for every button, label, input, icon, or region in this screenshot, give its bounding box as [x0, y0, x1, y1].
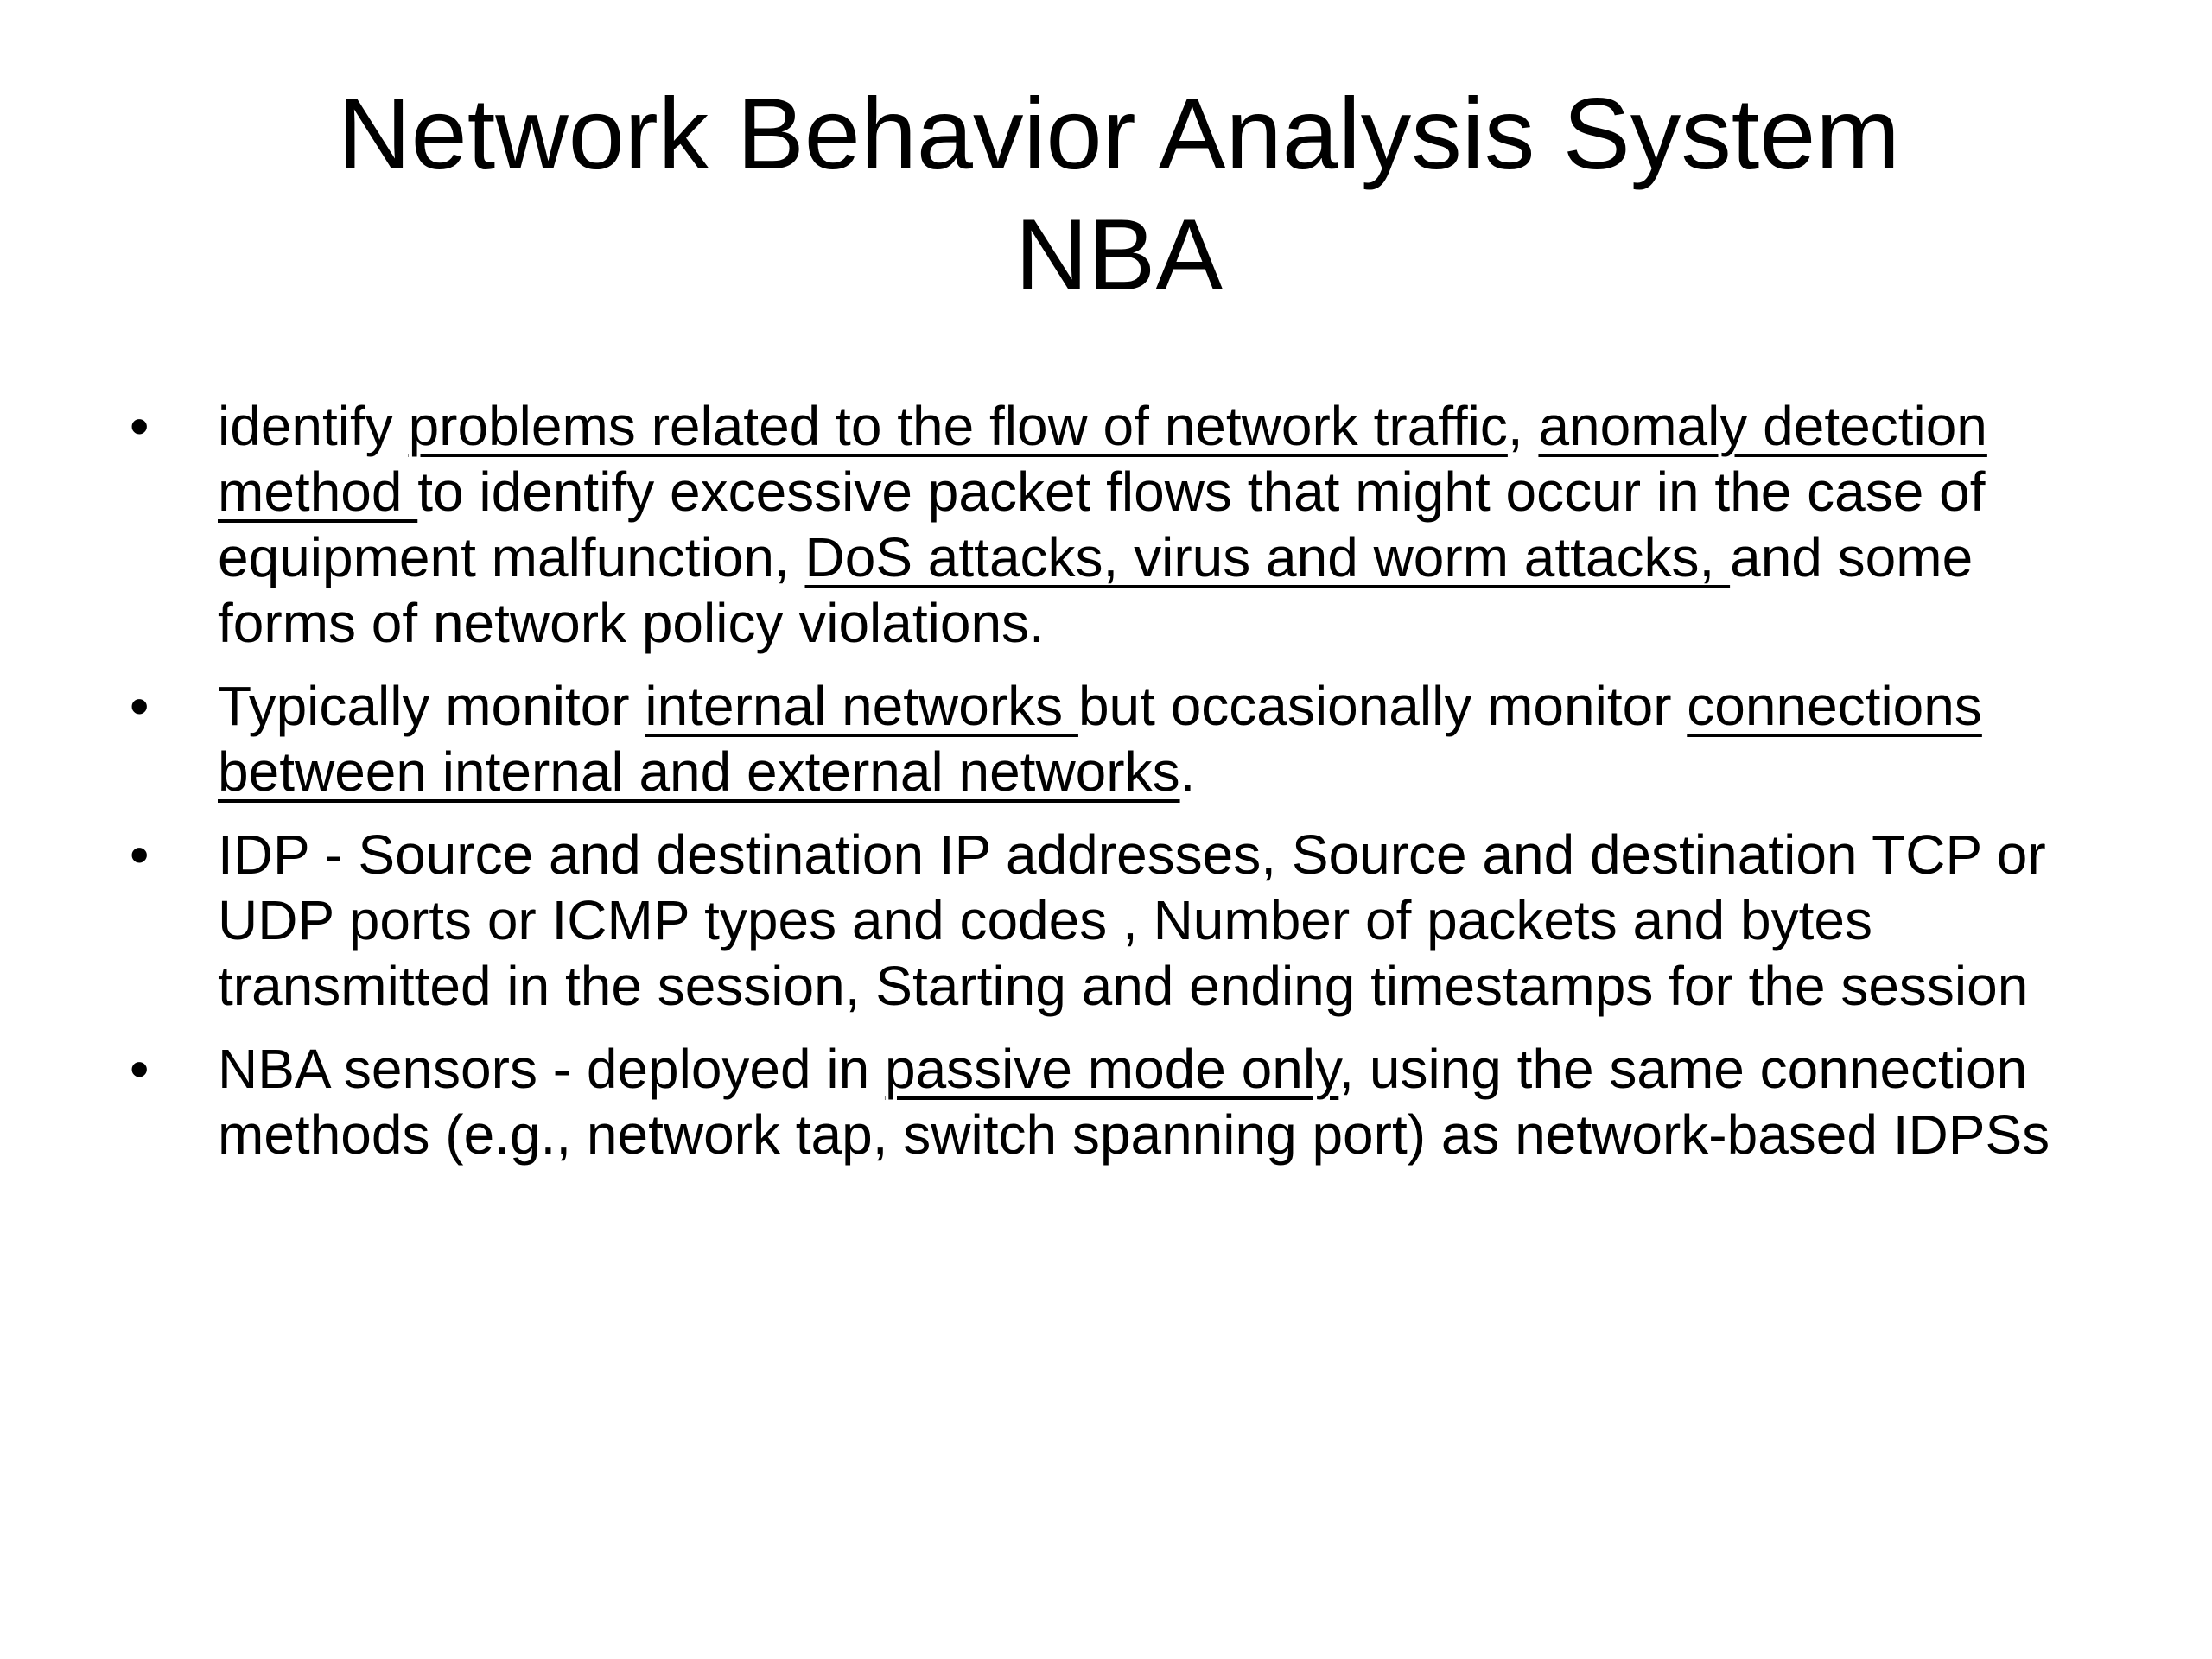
text-segment: ,	[1507, 395, 1539, 457]
text-segment: IDP - Source and destination IP addresses, Source and destination TCP or UDP ports or ICMP types and codes , Number of packets and bytes transmitted in the session, Starting and ending timestamps for the session	[218, 823, 2046, 1017]
text-segment: to identify excessive packet flows that might occur in the case of equipment malfunction,	[218, 461, 1986, 588]
bullet-dot-icon: •	[130, 675, 149, 737]
bullet-list	[130, 393, 2108, 1185]
bullet-dot-icon: •	[130, 395, 149, 457]
bullet-item	[130, 1036, 2108, 1167]
text-segment: NBA sensors - deployed in	[218, 1038, 885, 1100]
slide-title-line-1: Network Behavior Analysis System	[338, 77, 1900, 190]
bullet-text	[218, 675, 1982, 803]
bullet-text	[218, 823, 2046, 1017]
underlined-segment: internal networks	[645, 675, 1078, 737]
bullet-item	[130, 822, 2108, 1019]
underlined-segment: DoS attacks, virus and worm attacks,	[804, 526, 1731, 588]
bullet-text	[218, 395, 1987, 654]
bullet-item	[130, 673, 2108, 804]
text-segment: .	[1179, 741, 1196, 803]
text-segment: Typically monitor	[218, 675, 645, 737]
underlined-segment: problems related to the flow of network traffic	[408, 395, 1508, 457]
text-segment: and some forms of network policy violations.	[218, 526, 1974, 654]
underlined-segment: anomaly detection method	[218, 395, 1987, 523]
slide-title-line-2: NBA	[1014, 198, 1224, 311]
underlined-segment: passive mode only	[884, 1038, 1339, 1100]
bullet-item	[130, 393, 2108, 656]
bullet-dot-icon: •	[130, 1038, 149, 1100]
text-segment: but occasionally monitor	[1077, 675, 1688, 737]
slide-title	[130, 73, 2108, 315]
text-segment: identify	[218, 395, 409, 457]
underlined-segment: connections between internal and external networks	[218, 675, 1982, 803]
text-segment: , using the same connection methods (e.g., network tap, switch spanning port) as network-based IDPSs	[218, 1038, 2050, 1166]
bullet-text	[218, 1038, 2050, 1166]
bullet-dot-icon: •	[130, 823, 149, 886]
